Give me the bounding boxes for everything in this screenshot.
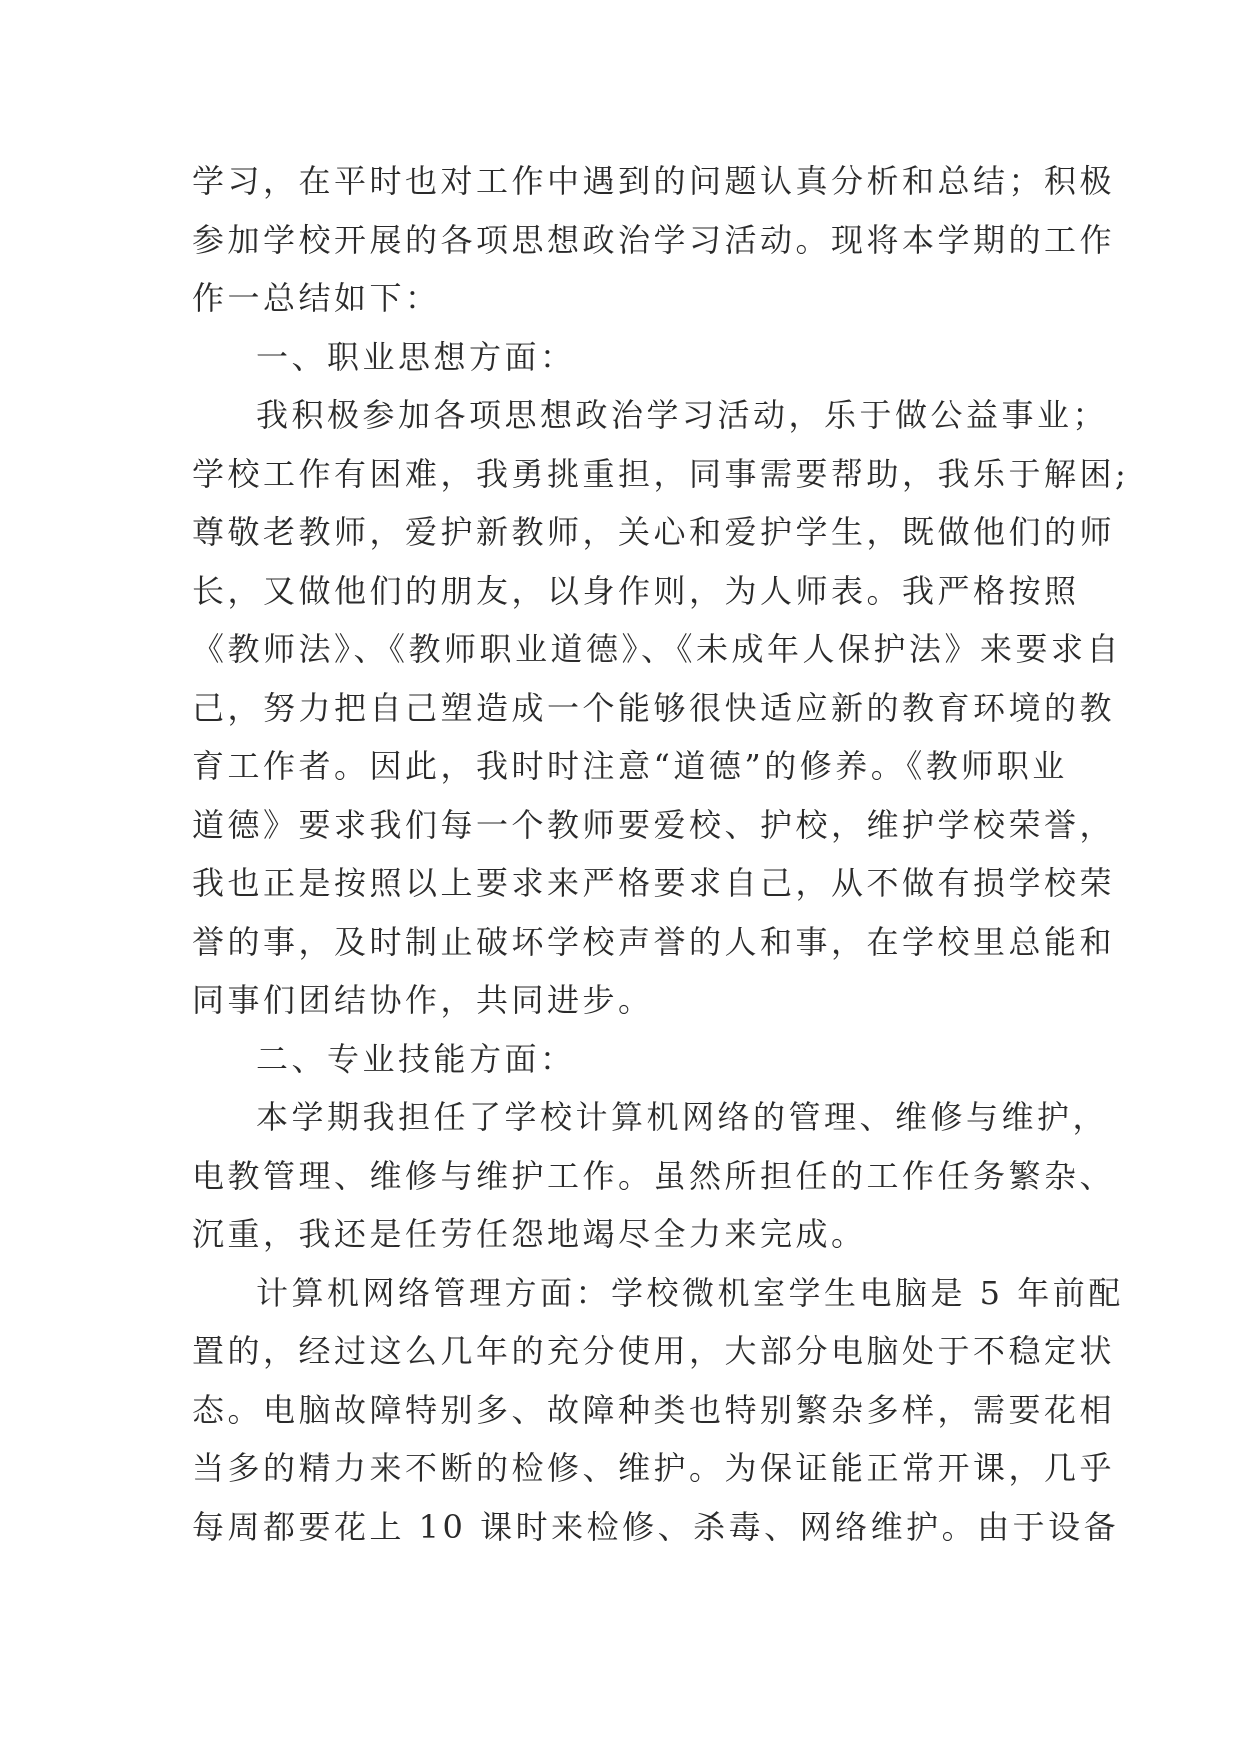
document-body [192,152,1130,1556]
text-line: 我也正是按照以上要求来严格要求自己，从不做有损学校荣 [192,864,1116,902]
text-line: 作一总结如下： [192,279,441,317]
text-line: 育工作者。因此，我时时注意“道德”的修养。《教师职业 [192,747,1068,785]
text-line: 誉的事，及时制止破坏学校声誉的人和事，在学校里总能和 [192,922,1116,961]
section-heading-professional-skills: 二、专业技能方面： [256,1039,576,1078]
text-line: 计算机网络管理方面：学校微机室学生电脑是 5 年前配 [256,1273,1124,1312]
text-line: 尊敬老教师，爱护新教师，关心和爱护学生，既做他们的师 [192,513,1116,551]
text-line: 每周都要花上 10 课时来检修、杀毒、网络维护。由于设备 [192,1507,1120,1546]
text-line: 《教师法》、《教师职业道德》、《未成年人保护法》来要求自 [192,630,1123,668]
text-line: 学习，在平时也对工作中遇到的问题认真分析和总结；积极 [192,162,1116,200]
text-line: 态。电脑故障特别多、故障种类也特别繁杂多样，需要花相 [192,1390,1116,1429]
text-line: 沉重，我还是任劳任怨地竭尽全力来完成。 [192,1215,867,1253]
text-line: 当多的精力来不断的检修、维护。为保证能正常开课，几乎 [192,1449,1116,1487]
section-heading-career-thought: 一、职业思想方面： [256,337,576,376]
text-line: 道德》要求我们每一个教师要爱校、护校，维护学校荣誉， [192,805,1116,844]
text-line: 我积极参加各项思想政治学习活动，乐于做公益事业； [256,396,1109,434]
text-line: 己，努力把自己塑造成一个能够很快适应新的教育环境的教 [192,688,1116,727]
text-line: 电教管理、维修与维护工作。虽然所担任的工作任务繁杂、 [192,1156,1116,1195]
text-line: 参加学校开展的各项思想政治学习活动。现将本学期的工作 [192,220,1116,259]
text-line: 同事们团结协作，共同进步。 [192,981,654,1019]
text-line: 学校工作有困难，我勇挑重担，同事需要帮助，我乐于解困; [192,454,1130,493]
text-line: 本学期我担任了学校计算机网络的管理、维修与维护， [256,1098,1109,1136]
text-line: 置的，经过这么几年的充分使用，大部分电脑处于不稳定状 [192,1332,1116,1370]
text-line: 长，又做他们的朋友，以身作则，为人师表。我严格按照 [192,571,1080,610]
